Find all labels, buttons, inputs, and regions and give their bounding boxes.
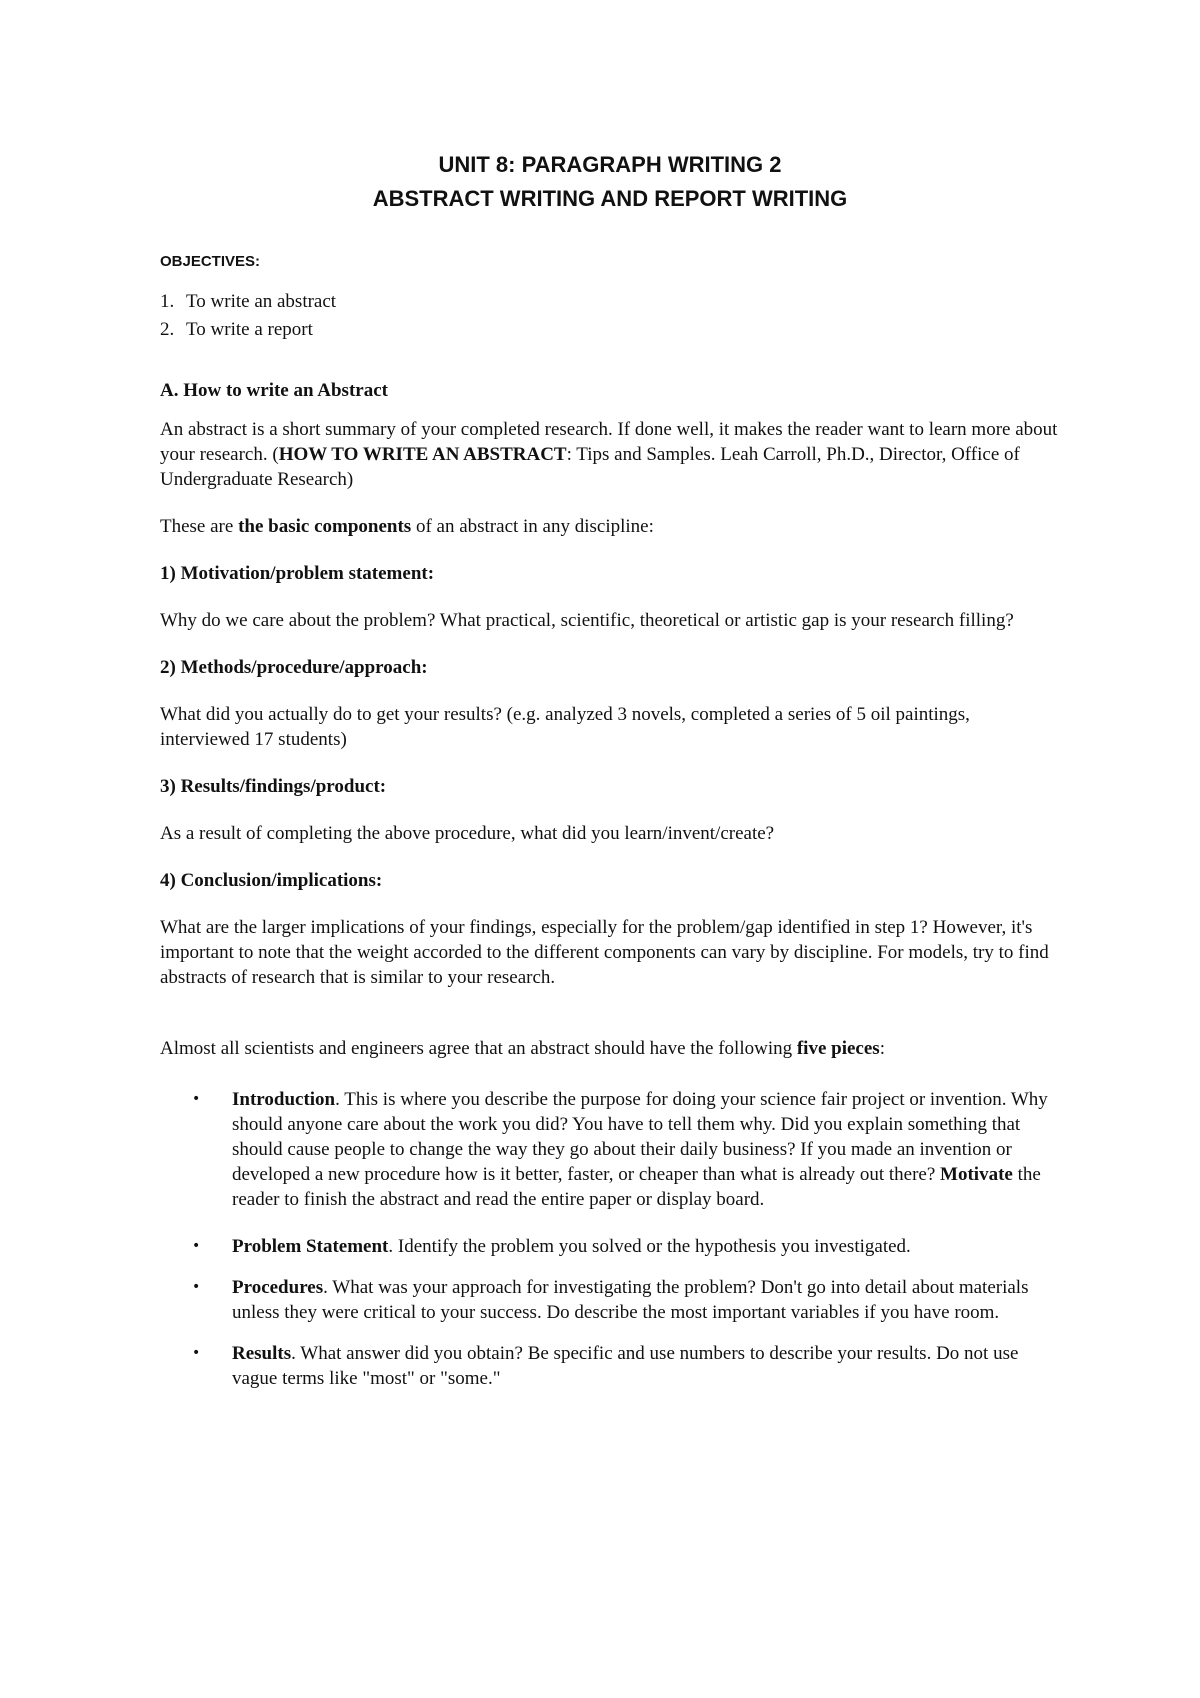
piece-term: Results <box>232 1343 292 1364</box>
component-text-1: Why do we care about the problem? What practical, scientific, theoretical or artistic gap is your research filling? <box>160 610 1014 631</box>
document-content <box>160 148 1060 1407</box>
component-heading-4: 4) Conclusion/implications: <box>160 870 383 891</box>
piece-term: Procedures <box>232 1277 324 1298</box>
component-text-4: What are the larger implications of your findings, especially for the problem/gap identified in step 1? However, it's important to note that the weight accorded to the different components can vary by discipline. For models, try to find abstracts of research that is similar to your research. <box>160 917 1049 988</box>
piece-term: Introduction <box>232 1089 336 1110</box>
list-item: • Procedures. What was your approach for investigating the problem? Don't go into detail about materials unless they were critical to your success. Do describe the most important variables if you have room. <box>192 1277 1029 1323</box>
intro-bold-title: HOW TO WRITE AN ABSTRACT <box>278 444 567 465</box>
title-line-1: UNIT 8: PARAGRAPH WRITING 2 <box>438 152 782 177</box>
bullet-icon: • <box>192 1091 201 1107</box>
list-number: 2. <box>160 319 175 340</box>
list-item <box>160 316 1060 344</box>
component-heading-1: 1) Motivation/problem statement: <box>160 563 435 584</box>
list-item: • Results. What answer did you obtain? Be specific and use numbers to describe your results. Do not use vague terms like "most" or "some." <box>192 1343 1019 1389</box>
bullet-icon: • <box>192 1279 201 1295</box>
component-text-2: What did you actually do to get your results? (e.g. analyzed 3 novels, completed a series of 5 oil paintings, interviewed 17 students) <box>160 704 970 750</box>
component-text-3: As a result of completing the above procedure, what did you learn/invent/create? <box>160 823 775 844</box>
bullet-icon: • <box>192 1345 201 1361</box>
objectives-label: OBJECTIVES: <box>160 253 261 270</box>
piece-term: Problem Statement <box>232 1236 389 1257</box>
list-text: To write an abstract <box>186 291 337 312</box>
objectives-list <box>160 288 1060 344</box>
title-line-2: ABSTRACT WRITING AND REPORT WRITING <box>372 186 848 211</box>
list-item: • Problem Statement. Identify the problem you solved or the hypothesis you investigated. <box>192 1236 911 1257</box>
list-number: 1. <box>160 291 175 312</box>
section-a-heading: A. How to write an Abstract <box>160 380 388 401</box>
components-intro: These are the basic components of an abstract in any discipline: <box>160 516 654 537</box>
component-heading-3: 3) Results/findings/product: <box>160 776 387 797</box>
pieces-list <box>160 1087 1060 1391</box>
intro-paragraph: An abstract is a short summary of your completed research. If done well, it makes the reader want to learn more about your research. (HOW TO WRITE AN ABSTRACT: Tips and Samples. Leah Carroll, Ph.D., Director, Office of Undergraduate Research) <box>160 419 1058 490</box>
bullet-icon: • <box>192 1238 201 1254</box>
five-pieces-intro: Almost all scientists and engineers agree that an abstract should have the following five pieces: <box>160 1038 885 1059</box>
list-text: To write a report <box>186 319 313 340</box>
list-item: • Introduction. This is where you describe the purpose for doing your science fair project or invention. Why should anyone care about the work you did? You have to tell them why. Did you explain something that should cause people to change the way they go about their daily business? If you made an invention or developed a new procedure how is it better, faster, or cheaper than what is already out there? Motivate the reader to finish the abstract and read the entire paper or display board. <box>192 1089 1048 1210</box>
component-heading-2: 2) Methods/procedure/approach: <box>160 657 428 678</box>
list-item <box>160 288 1060 316</box>
